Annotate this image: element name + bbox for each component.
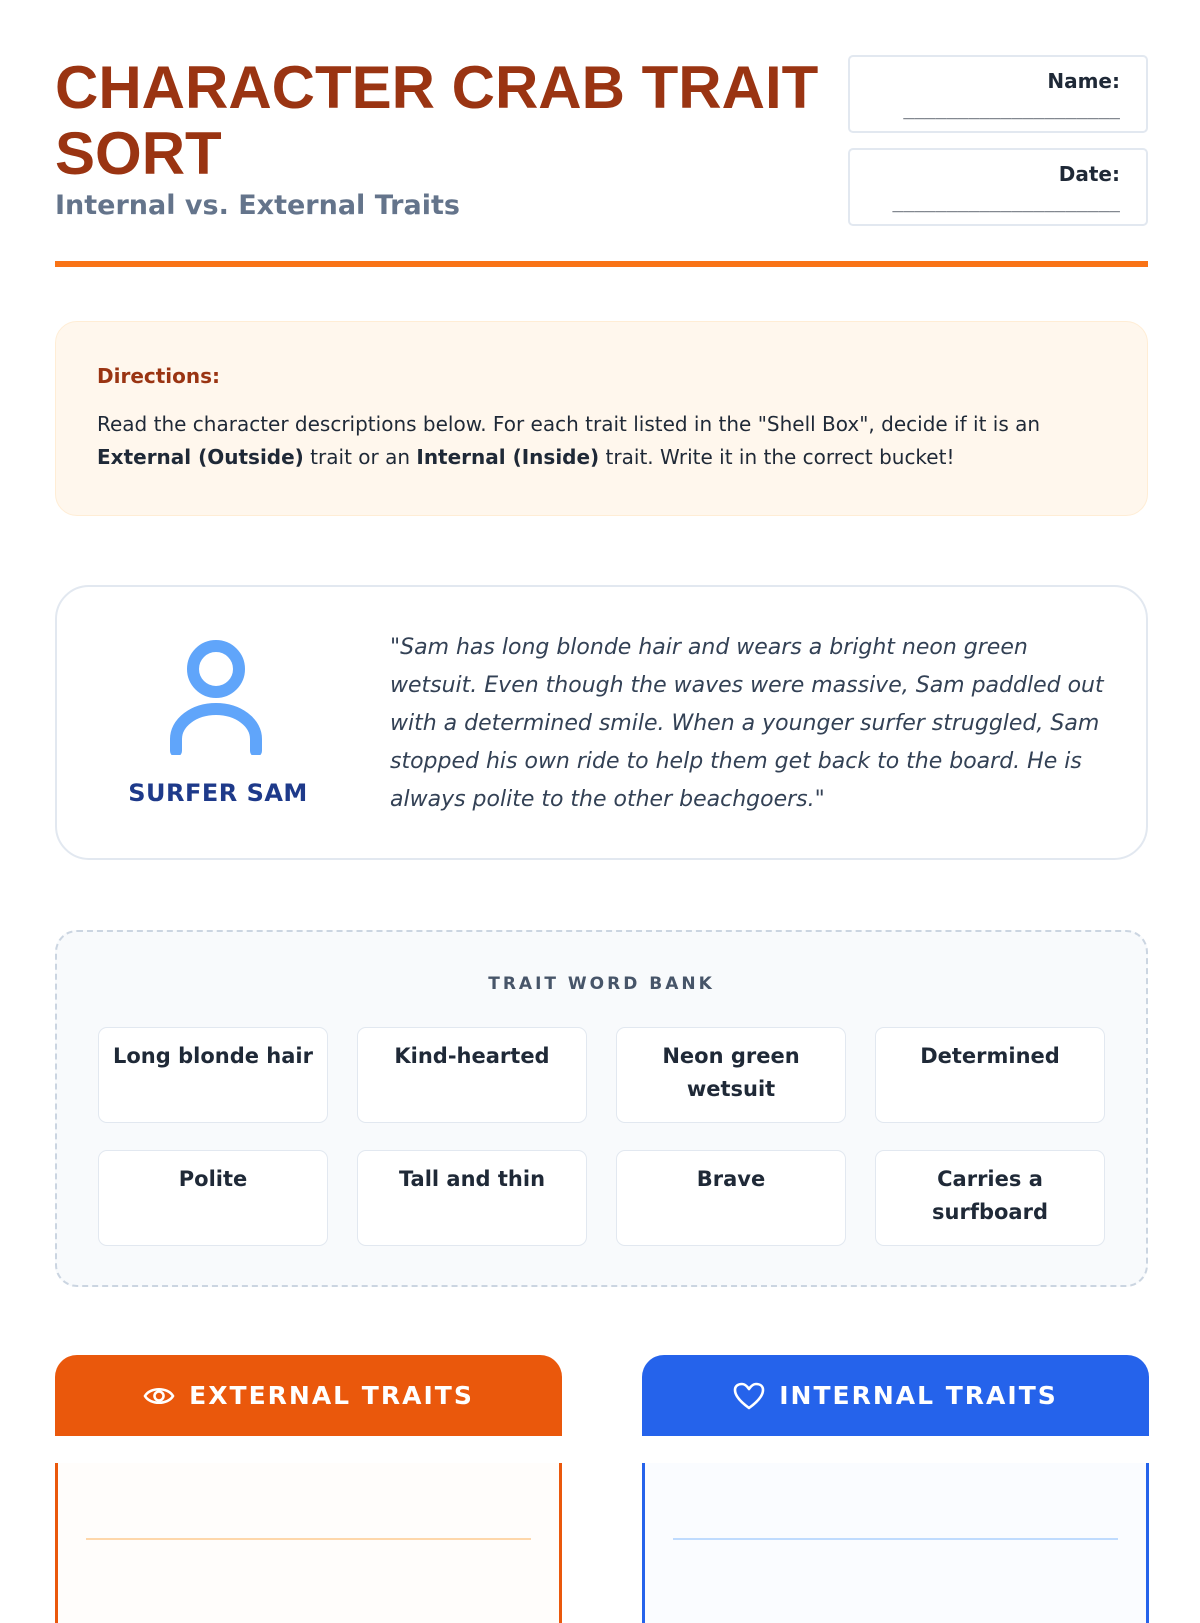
eye-icon bbox=[143, 1384, 175, 1408]
trait-chip[interactable]: Long blonde hair bbox=[98, 1027, 328, 1123]
trait-chip[interactable]: Polite bbox=[98, 1150, 328, 1246]
internal-traits-bucket[interactable] bbox=[642, 1463, 1149, 1623]
character-card bbox=[55, 585, 1148, 860]
trait-word-bank bbox=[55, 930, 1148, 1287]
external-traits-bucket[interactable] bbox=[55, 1463, 562, 1623]
trait-chip[interactable]: Tall and thin bbox=[357, 1150, 587, 1246]
heart-icon bbox=[733, 1382, 765, 1410]
directions-external-term: External (Outside) bbox=[97, 445, 304, 469]
directions-text-part: trait or an bbox=[303, 445, 417, 469]
character-description: "Sam has long blonde hair and wears a bright neon green wetsuit. Even though the waves were massive, Sam paddled out with a determined smile. When a younger surfer struggled, Sam stopped his own ride to help them get back to the board. He is always polite to the other beachgoers." bbox=[390, 635, 1104, 812]
name-blank-line: ____________________ bbox=[903, 99, 1120, 120]
date-field[interactable] bbox=[848, 148, 1148, 226]
date-blank-line: _____________________ bbox=[892, 192, 1120, 213]
directions-title: Directions: bbox=[97, 364, 221, 388]
trait-chip[interactable]: Neon green wetsuit bbox=[616, 1027, 846, 1123]
page-title: CHARACTER CRAB TRAIT SORT bbox=[55, 54, 819, 187]
date-label: Date: bbox=[1058, 162, 1120, 186]
external-traits-header bbox=[55, 1355, 562, 1436]
writing-line bbox=[673, 1538, 1118, 1540]
trait-chip[interactable]: Brave bbox=[616, 1150, 846, 1246]
user-icon bbox=[170, 639, 262, 755]
name-field[interactable] bbox=[848, 55, 1148, 133]
trait-chip[interactable]: Determined bbox=[875, 1027, 1105, 1123]
directions-text-part: Read the character descriptions below. For each trait listed in the "Shell Box", decide if it is an bbox=[97, 412, 1041, 436]
header-divider bbox=[55, 261, 1148, 267]
directions-text bbox=[97, 408, 1107, 474]
directions-text-part: trait. Write it in the correct bucket! bbox=[599, 445, 955, 469]
page-subtitle: Internal vs. External Traits bbox=[55, 190, 460, 221]
external-traits-label: EXTERNAL TRAITS bbox=[189, 1381, 474, 1410]
character-name: SURFER SAM bbox=[128, 779, 308, 807]
name-label: Name: bbox=[1047, 69, 1120, 93]
internal-traits-header bbox=[642, 1355, 1149, 1436]
directions-box bbox=[55, 321, 1148, 516]
word-bank-title: TRAIT WORD BANK bbox=[488, 974, 715, 994]
internal-traits-label: INTERNAL TRAITS bbox=[779, 1381, 1058, 1410]
directions-internal-term: Internal (Inside) bbox=[416, 445, 600, 469]
writing-line bbox=[86, 1538, 531, 1540]
trait-chip[interactable]: Kind-hearted bbox=[357, 1027, 587, 1123]
worksheet-header bbox=[55, 55, 1148, 267]
trait-chip[interactable]: Carries a surfboard bbox=[875, 1150, 1105, 1246]
